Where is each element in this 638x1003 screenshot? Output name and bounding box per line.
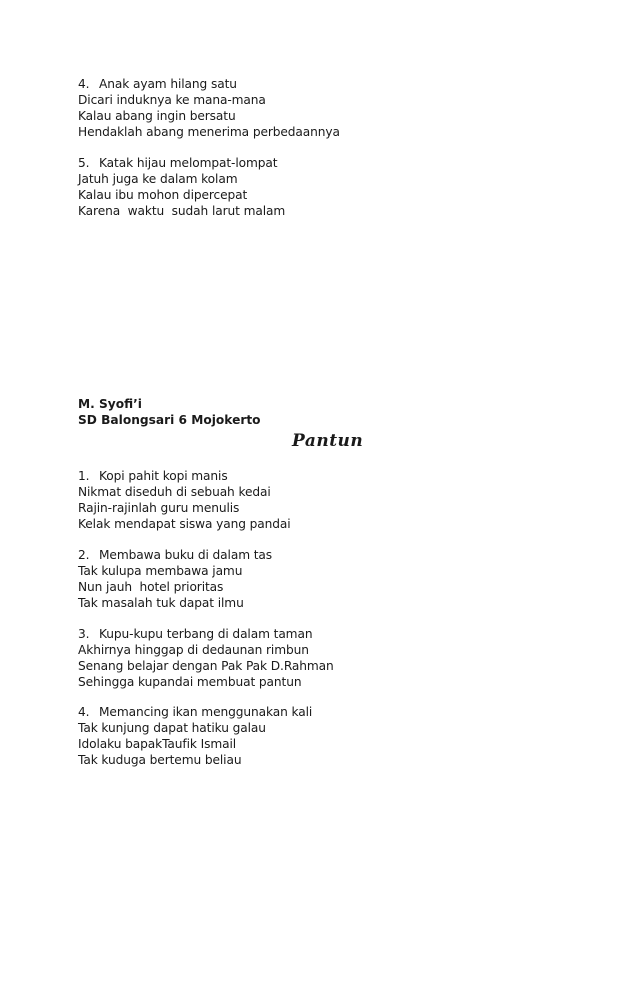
stanza-number: 4. bbox=[78, 77, 90, 91]
stanza-number: 4. bbox=[78, 705, 90, 719]
stanza-number: 5. bbox=[78, 156, 90, 170]
stanza-line: Hendaklah abang menerima perbedaannya bbox=[78, 125, 340, 139]
stanza-line: Tak kulupa membawa jamu bbox=[78, 564, 243, 578]
page-title: Pantun bbox=[292, 431, 364, 451]
author-name: M. Syofi’i bbox=[78, 397, 142, 411]
stanza-first-line: 1. Kopi pahit kopi manis bbox=[78, 469, 228, 483]
stanza-line: Nun jauh hotel prioritas bbox=[78, 580, 224, 594]
author-block bbox=[78, 396, 598, 428]
stanza-first-line: 4. Memancing ikan menggunakan kali bbox=[78, 705, 313, 719]
stanza-line: Tak masalah tuk dapat ilmu bbox=[78, 596, 244, 610]
stanza-line: Dicari induknya ke mana-mana bbox=[78, 93, 266, 107]
stanza-line: Idolaku bapakTaufik Ismail bbox=[78, 737, 237, 751]
stanza-bottom-2 bbox=[78, 547, 598, 611]
stanza-line: Kalau ibu mohon dipercepat bbox=[78, 188, 248, 202]
author-school: SD Balongsari 6 Mojokerto bbox=[78, 413, 261, 427]
stanza-first-line: 4. Anak ayam hilang satu bbox=[78, 77, 237, 91]
stanza-line: Kalau abang ingin bersatu bbox=[78, 109, 236, 123]
stanza-line: Tak kuduga bertemu beliau bbox=[78, 753, 242, 767]
stanza-bottom-1 bbox=[78, 468, 598, 532]
stanza-line: Rajin-rajinlah guru menulis bbox=[78, 501, 240, 515]
stanza-line: Jatuh juga ke dalam kolam bbox=[78, 172, 238, 186]
stanza-line: Senang belajar dengan Pak Pak D.Rahman bbox=[78, 659, 334, 673]
stanza-number: 2. bbox=[78, 548, 90, 562]
stanza-line: Karena waktu sudah larut malam bbox=[78, 204, 286, 218]
stanza-number: 1. bbox=[78, 469, 90, 483]
stanza-top-5 bbox=[78, 155, 598, 219]
stanza-top-4 bbox=[78, 76, 598, 140]
stanza-number: 3. bbox=[78, 627, 90, 641]
stanza-line: Sehingga kupandai membuat pantun bbox=[78, 675, 302, 689]
stanza-line: Tak kunjung dapat hatiku galau bbox=[78, 721, 266, 735]
stanza-first-line: 3. Kupu-kupu terbang di dalam taman bbox=[78, 627, 313, 641]
stanza-first-line: 5. Katak hijau melompat-lompat bbox=[78, 156, 278, 170]
stanza-bottom-4 bbox=[78, 704, 598, 768]
stanza-bottom-3 bbox=[78, 626, 598, 690]
stanza-first-line: 2. Membawa buku di dalam tas bbox=[78, 548, 273, 562]
stanza-line: Akhirnya hinggap di dedaunan rimbun bbox=[78, 643, 309, 657]
stanza-line: Nikmat diseduh di sebuah kedai bbox=[78, 485, 271, 499]
stanza-line: Kelak mendapat siswa yang pandai bbox=[78, 517, 291, 531]
